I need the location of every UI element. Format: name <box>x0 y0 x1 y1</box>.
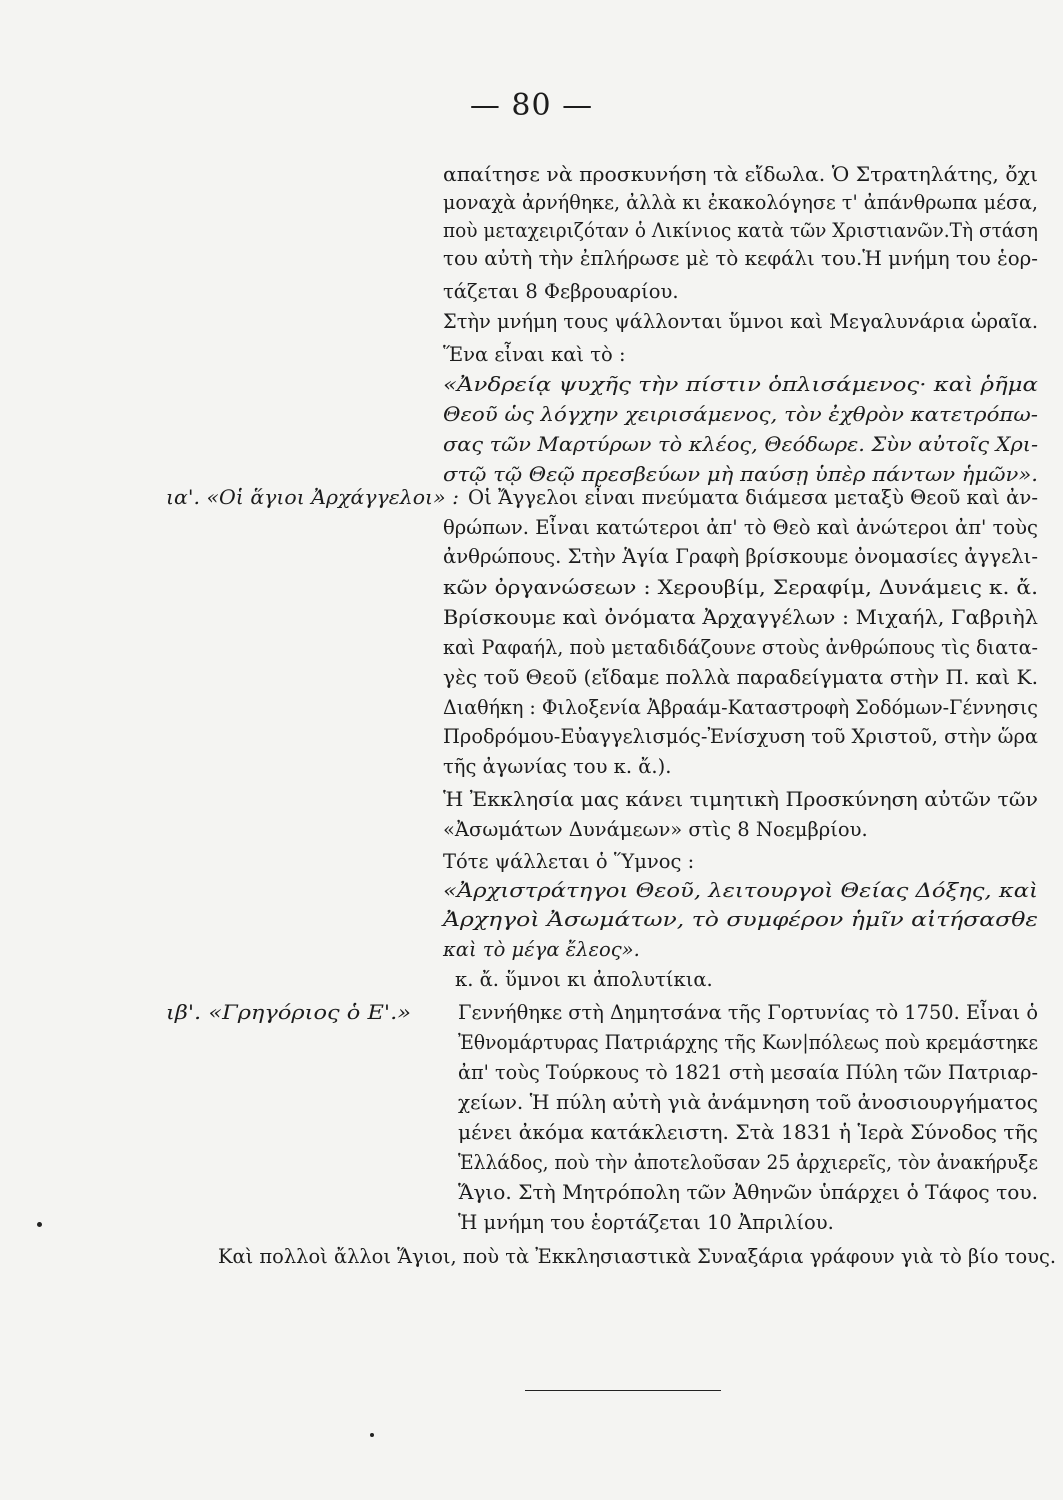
section-line: Οἱ Ἄγγελοι εἶναι πνεύματα διάμεσα μεταξὺ Θεοῦ καὶ ἀν- <box>468 486 1038 509</box>
section-line: ἀνθρώπους. Στὴν Ἁγία Γραφὴ βρίσκουμε ὀνομασίες ἀγγελι- <box>443 545 1038 568</box>
page-number: — 80 — <box>469 88 594 123</box>
section-line: Γεννήθηκε στὴ Δημητσάνα τῆς Γορτυνίας τὸ 1750. Εἶναι ὁ <box>458 1001 1038 1024</box>
section-line: τῆς ἀγωνίας του κ. ἄ.). <box>443 755 672 778</box>
hymn-line: σας τῶν Μαρτύρων τὸ κλέος, Θεόδωρε. Σὺν αὐτοῖς Χρι- <box>443 433 1038 456</box>
section-line: Ἅγιο. Στὴ Μητρόπολη τῶν Ἀθηνῶν ὑπάρχει ὁ Τάφος του. <box>458 1181 1038 1204</box>
section-line: Ἑλλάδος, ποὺ τὴν ἀποτελοῦσαν 25 ἀρχιερεῖς, τὸν ἀνακήρυξε <box>458 1151 1038 1174</box>
section-line: κ. ἄ. ὕμνοι κι ἀπολυτίκια. <box>455 968 713 991</box>
speck-mark <box>370 1433 374 1437</box>
hymn-line: Θεοῦ ὡς λόγχην χειρισάμενος, τὸν ἐχθρὸν κατετρόπω- <box>443 403 1038 426</box>
section-line: Βρίσκουμε καὶ ὀνόματα Ἀρχαγγέλων : Μιχαήλ, Γαβριὴλ <box>443 606 1038 629</box>
intro-line: απαίτησε νὰ προσκυνήση τὰ εἴδωλα. Ὁ Στρατηλάτης, ὄχι <box>443 163 1038 186</box>
section-line: Προδρόμου-Εὐαγγελισμός-Ἐνίσχυση τοῦ Χριστοῦ, στὴν ὥρα <box>443 725 1038 748</box>
section-line: Ἡ μνήμη του ἑορτάζεται 10 Ἀπριλίου. <box>458 1211 834 1234</box>
section-line: γὲς τοῦ Θεοῦ (εἴδαμε πολλὰ παραδείγματα στὴν Π. καὶ Κ. <box>443 666 1038 689</box>
hymn-line: στῷ τῷ Θεῷ πρεσβεύων μὴ παύσῃ ὑπὲρ πάντων ἡμῶν». <box>443 463 1038 486</box>
section-line: χείων. Ἡ πύλη αὐτὴ γιὰ ἀνάμνηση τοῦ ἀνοσιουργήματος <box>458 1091 1038 1114</box>
section-line: «Ἀσωμάτων Δυνάμεων» στὶς 8 Νοεμβρίου. <box>443 818 868 841</box>
intro-line: μοναχὰ ἀρνήθηκε, ἀλλὰ κι ἐκακολόγησε τ' ἀπάνθρωπα μέσα, <box>443 191 1038 214</box>
intro-line: ποὺ μεταχειριζόταν ὁ Λικίνιος κατὰ τῶν Χριστιανῶν.Τὴ στάση <box>443 219 1038 242</box>
section-label: ια'. «Οἱ ἅγιοι Ἀρχάγγελοι» : <box>166 486 459 509</box>
section-line: θρώπων. Εἶναι κατώτεροι ἀπ' τὸ Θεὸ καὶ ἀνώτεροι ἀπ' τοὺς <box>443 516 1038 539</box>
section-line: ἀπ' τοὺς Τούρκους τὸ 1821 στὴ μεσαία Πύλη τῶν Πατριαρ- <box>458 1061 1038 1084</box>
section-label: ιβ'. «Γρηγόριος ὁ Ε'.» <box>166 1001 411 1024</box>
hymn-line: Ἀρχηγοὶ Ἀσωμάτων, τὸ συμφέρον ἡμῖν αἰτήσασθε <box>443 908 1038 931</box>
hymn-line: «Ἀρχιστράτηγοι Θεοῦ, λειτουργοὶ Θείας Δόξης, καὶ <box>443 879 1038 902</box>
speck-mark <box>37 1222 42 1227</box>
closing-line: Καὶ πολλοὶ ἄλλοι Ἅγιοι, ποὺ τὰ Ἐκκλησιαστικὰ Συναξάρια γράφουν γιὰ τὸ βίο τους. <box>218 1245 1056 1268</box>
section-line: κῶν ὀργανώσεων : Χερουβίμ, Σεραφίμ, Δυνάμεις κ. ἄ. <box>443 576 1038 599</box>
hymn-line: «Ἀνδρείᾳ ψυχῆς τὴν πίστιν ὁπλισάμενος· καὶ ῥῆμα <box>443 373 1038 396</box>
section-line: καὶ Ραφαήλ, ποὺ μεταδιδάζουνε στοὺς ἀνθρώπους τὶς διατα- <box>443 636 1038 659</box>
intro-line: τάζεται 8 Φεβρουαρίου. <box>443 280 679 303</box>
section-line: μένει ἀκόμα κατάκλειστη. Στὰ 1831 ἡ Ἱερὰ Σύνοδος τῆς <box>458 1121 1038 1144</box>
intro-line: του αὐτὴ τὴν ἐπλήρωσε μὲ τὸ κεφάλι του.Ἡ μνήμη του ἑορ- <box>443 247 1038 270</box>
intro-line: Ἕνα εἶναι καὶ τὸ : <box>443 343 626 366</box>
hymn-line: καὶ τὸ μέγα ἔλεος». <box>443 938 640 961</box>
closing-rule <box>525 1390 721 1391</box>
section-line: Διαθήκη : Φιλοξενία Ἀβραάμ-Καταστροφὴ Σοδόμων-Γέννησις <box>443 696 1038 719</box>
section-line: Ἐθνομάρτυρας Πατριάρχης τῆς Κων|πόλεως ποὺ κρεμάστηκε <box>458 1031 1038 1054</box>
section-line: Ἡ Ἐκκλησία μας κάνει τιμητικὴ Προσκύνηση αὐτῶν τῶν <box>443 788 1038 811</box>
intro-line: Στὴν μνήμη τους ψάλλονται ὕμνοι καὶ Μεγαλυνάρια ὡραῖα. <box>443 310 1038 333</box>
section-line: Τότε ψάλλεται ὁ Ὕμνος : <box>443 850 695 873</box>
